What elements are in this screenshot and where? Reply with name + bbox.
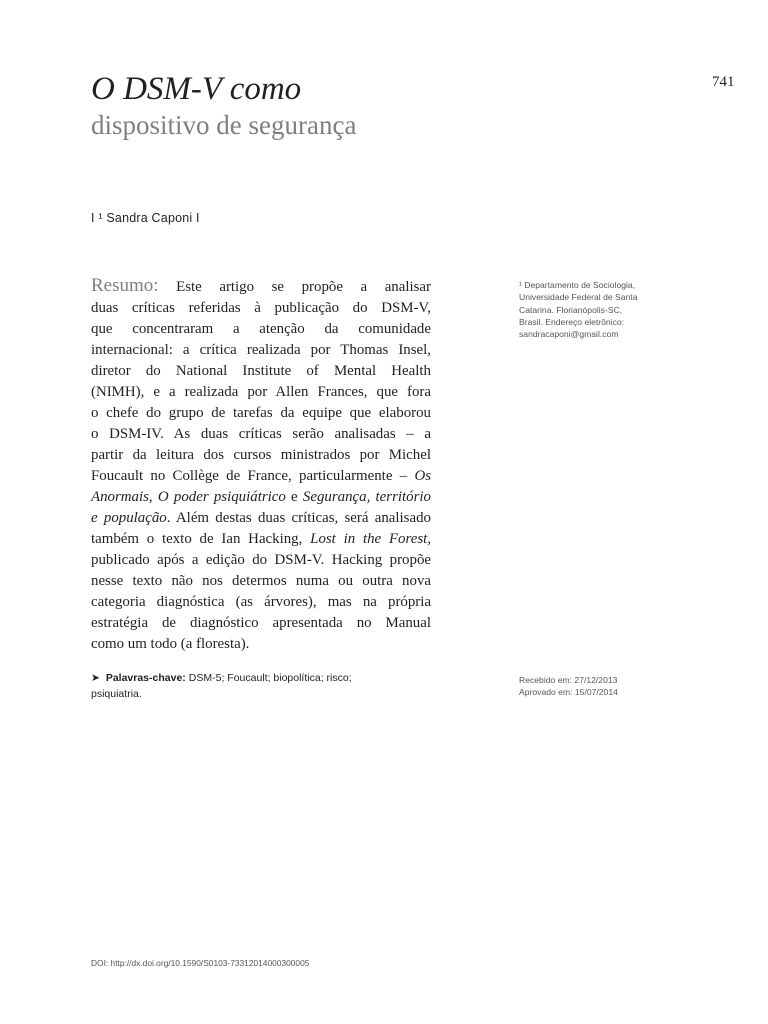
affiliation-line: Brasil. Endereço eletrônico: <box>519 316 625 327</box>
abstract-line: duas críticas referidas à publicação do DSM-V, <box>91 300 431 316</box>
abstract-italic: Segurança, território <box>302 489 431 505</box>
page-number: 741 <box>712 74 735 90</box>
keywords-value: DSM-5; Foucault; biopolítica; risco; <box>188 672 352 684</box>
affiliation-email: sandracaponi@gmail.com <box>519 329 619 340</box>
abstract-italic: Lost in the Forest, <box>310 531 431 547</box>
abstract-line: o DSM-IV. As duas críticas serão analisadas – a <box>91 426 431 442</box>
abstract-italic: e população <box>91 510 167 526</box>
abstract-line: publicado após a edição do DSM-V. Hacking propõe <box>91 552 431 568</box>
abstract-line <box>91 529 431 550</box>
abstract-text: também o texto de Ian Hacking, <box>91 531 311 547</box>
abstract-label: Resumo: <box>91 275 159 296</box>
abstract-italic: Anormais <box>91 489 149 505</box>
doi-link[interactable]: DOI: http://dx.doi.org/10.1590/S0103-73312014000300005 <box>91 958 310 968</box>
abstract-line: que concentraram a atenção da comunidade <box>91 321 431 337</box>
affiliation-line: ¹ Departamento de Sociologia, <box>519 280 636 290</box>
received-date: Recebido em: 27/12/2013 <box>519 675 618 685</box>
abstract-line: internacional: a crítica realizada por Thomas Insel, <box>91 342 431 358</box>
abstract-italic: Os <box>414 468 431 484</box>
abstract-line: partir da leitura dos cursos ministrados por Michel <box>91 447 431 463</box>
arrow-icon: ➤ <box>91 672 100 684</box>
abstract-line <box>91 508 431 529</box>
abstract-line: nesse texto não nos determos numa ou outra nova <box>91 573 431 589</box>
abstract-line: estratégia de diagnóstico apresentada no Manual <box>91 615 431 631</box>
abstract-text: Este artigo se propõe a analisar <box>158 279 431 295</box>
abstract-line: diretor do National Institute of Mental Health <box>91 363 431 379</box>
abstract-line <box>91 275 431 298</box>
abstract-text: , <box>148 489 158 505</box>
abstract-italic: O poder psiquiátrico <box>157 489 286 505</box>
submission-dates <box>519 675 618 698</box>
abstract-text: e <box>285 489 303 505</box>
keywords-value-line2: psiquiatria. <box>91 688 142 700</box>
approved-date: Aprovado em: 15/07/2014 <box>519 686 618 697</box>
keywords <box>91 670 431 702</box>
abstract <box>91 275 431 655</box>
keywords-line <box>91 670 431 686</box>
abstract-line: (NIMH), e a realizada por Allen Frances, que fora <box>91 384 431 400</box>
abstract-line: o chefe do grupo de tarefas da equipe que elaborou <box>91 405 431 421</box>
abstract-line: categoria diagnóstica (as árvores), mas na própria <box>91 594 431 610</box>
abstract-line <box>91 466 431 487</box>
abstract-text: . Além destas duas críticas, será analisado <box>166 510 431 526</box>
abstract-text: Foucault no Collège de France, particularmente – <box>91 468 415 484</box>
affiliation-line: Catarina. Florianópolis-SC, <box>519 304 623 315</box>
keywords-label: Palavras-chave: <box>105 672 186 684</box>
affiliation-line: Universidade Federal de Santa <box>519 292 638 303</box>
article-title: O DSM-V como <box>91 71 302 107</box>
abstract-line <box>91 487 431 508</box>
article-subtitle: dispositivo de segurança <box>91 110 357 140</box>
abstract-line: como um todo (a floresta). <box>91 636 250 652</box>
author-line: I ¹ Sandra Caponi I <box>91 211 200 225</box>
author-affiliation <box>519 279 659 340</box>
